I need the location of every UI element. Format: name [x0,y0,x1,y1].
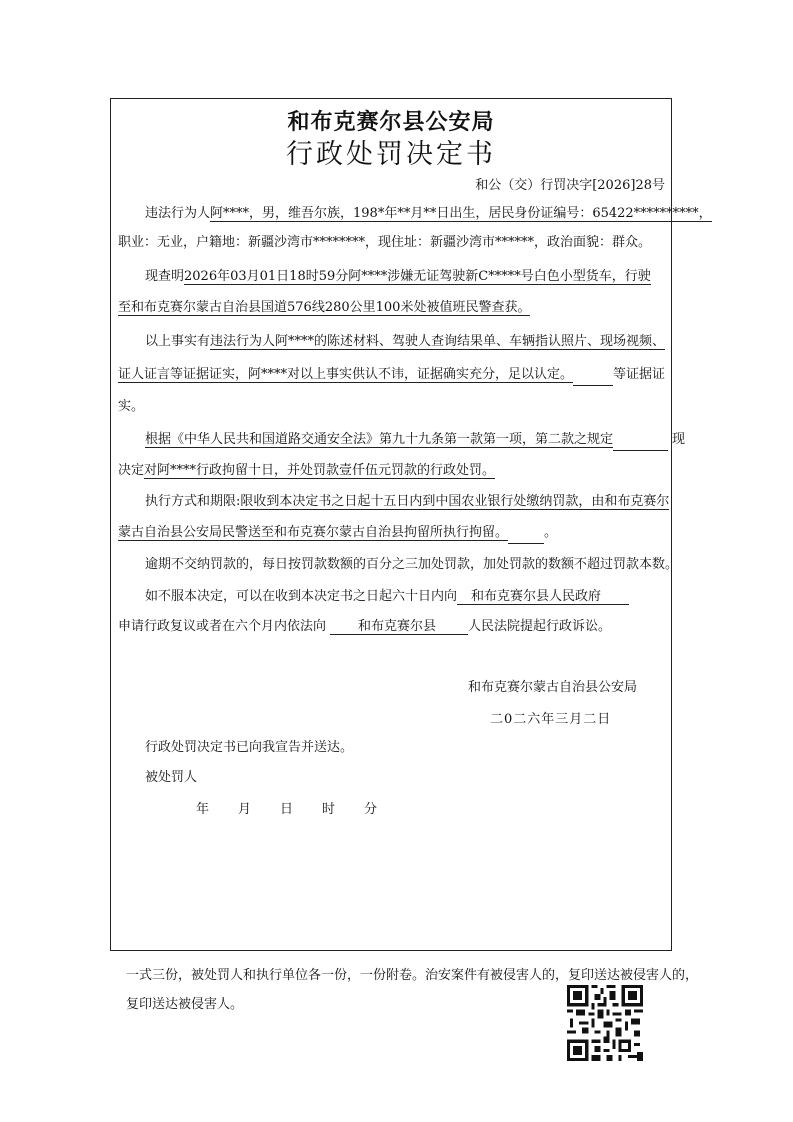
review-authority: 和布克赛尔县人民政府 [457,589,629,605]
para7-prefix: 如不服本决定，可以在收到本决定书之日起六十日内向 [145,589,458,604]
para5-line2 [118,523,557,544]
para4-filled2: 对阿****行政拘留十日，并处罚款壹仟伍元罚款的行政处罚。 [144,463,496,478]
para4-prefix2: 决定 [118,463,145,478]
para4-line2 [118,461,495,481]
para2-line1 [145,267,651,287]
footer-note-line1: 一式三份，被处罚人和执行单位各一份，一份附卷。治安案件有被侵害人的，复印送达被侵害人的， [126,968,699,983]
para3-line2 [118,365,665,386]
para2-prefix: 现查明 [145,269,185,284]
para2-filled2: 至和布克赛尔蒙古自治县国道576线280公里100米处被值班民警查获。 [118,300,531,315]
para4-filled1: 根据《中华人民共和国道路交通安全法》第九十九条第一款第一项，第二款之规定 [145,432,614,447]
document-number: 和公（交）行罚决字[2026]28号 [475,178,665,193]
para3-prefix: 以上事实有 [145,334,211,349]
para7-line2 [118,617,611,637]
para7-line2-suffix: 人民法院提起行政诉讼。 [468,619,612,634]
para5-line1 [145,492,669,512]
para3-filled2: 证人证言等证据证实，阿****对以上事实供认不讳，证据确实充分，足以认定。 [118,367,574,382]
penalized-person-label: 被处罚人 [145,770,198,785]
qr-code-icon [567,985,643,1061]
issue-date: 二0二六年三月二日 [490,712,612,727]
para7-line2-prefix: 申请行政复议或者在六个月内依法向 [118,619,327,634]
para6-line: 逾期不交纳罚款的，每日按罚款数额的百分之三加处罚款，加处罚款的数额不超过罚款本数。 [145,557,679,572]
served-statement: 行政处罚决定书已向我宣告并送达。 [145,740,354,755]
issuing-authority: 和布克赛尔蒙古自治县公安局 [468,680,638,695]
para5-filled2: 蒙古自治县公安局民警送至和布克赛尔蒙古自治县拘留所执行拘留。 [118,525,509,540]
para3-line3: 实。 [118,399,145,414]
para3-line1 [145,332,665,352]
footer-note-line2: 复印送达被侵害人。 [126,997,244,1012]
para1-line2: 职业：无业，户籍地：新疆沙湾市********，现住址：新疆沙湾市******，政治面貌：群众。 [118,235,652,250]
para5-filled1: 限收到本决定书之日起十五日内到中国农业银行处缴纳罚款，由和布克赛尔 [240,494,670,509]
para4-suffix: 现 [672,432,686,447]
para1-filled: 阿****，男，维吾尔族，198*年**月**日出生，居民身份证编号：65422**********， [210,206,712,221]
para5-prefix: 执行方式和期限: [145,494,241,509]
document-title: 行政处罚决定书 [286,139,496,170]
para5-suffix: 。 [544,525,558,540]
para4-line1 [145,430,685,451]
para3-suffix: 等证据证 [613,367,666,382]
para1-prefix: 违法行为人 [145,206,211,221]
para1-line1 [145,204,712,224]
para3-filled1: 违法行为人阿****的陈述材料、驾驶人查询结果单、车辆指认照片、现场视频、 [210,334,666,349]
para7-line1 [145,587,629,607]
issuing-agency-title: 和布克赛尔县公安局 [287,109,495,135]
para2-line2 [118,298,530,318]
signature-datetime: 年 月 日 时 分 [196,802,379,817]
court-name: 和布克赛尔县 [330,619,468,635]
para2-filled1: 2026年03月01日18时59分阿****涉嫌无证驾驶新C*****号白色小型货车，行驶 [184,269,651,284]
